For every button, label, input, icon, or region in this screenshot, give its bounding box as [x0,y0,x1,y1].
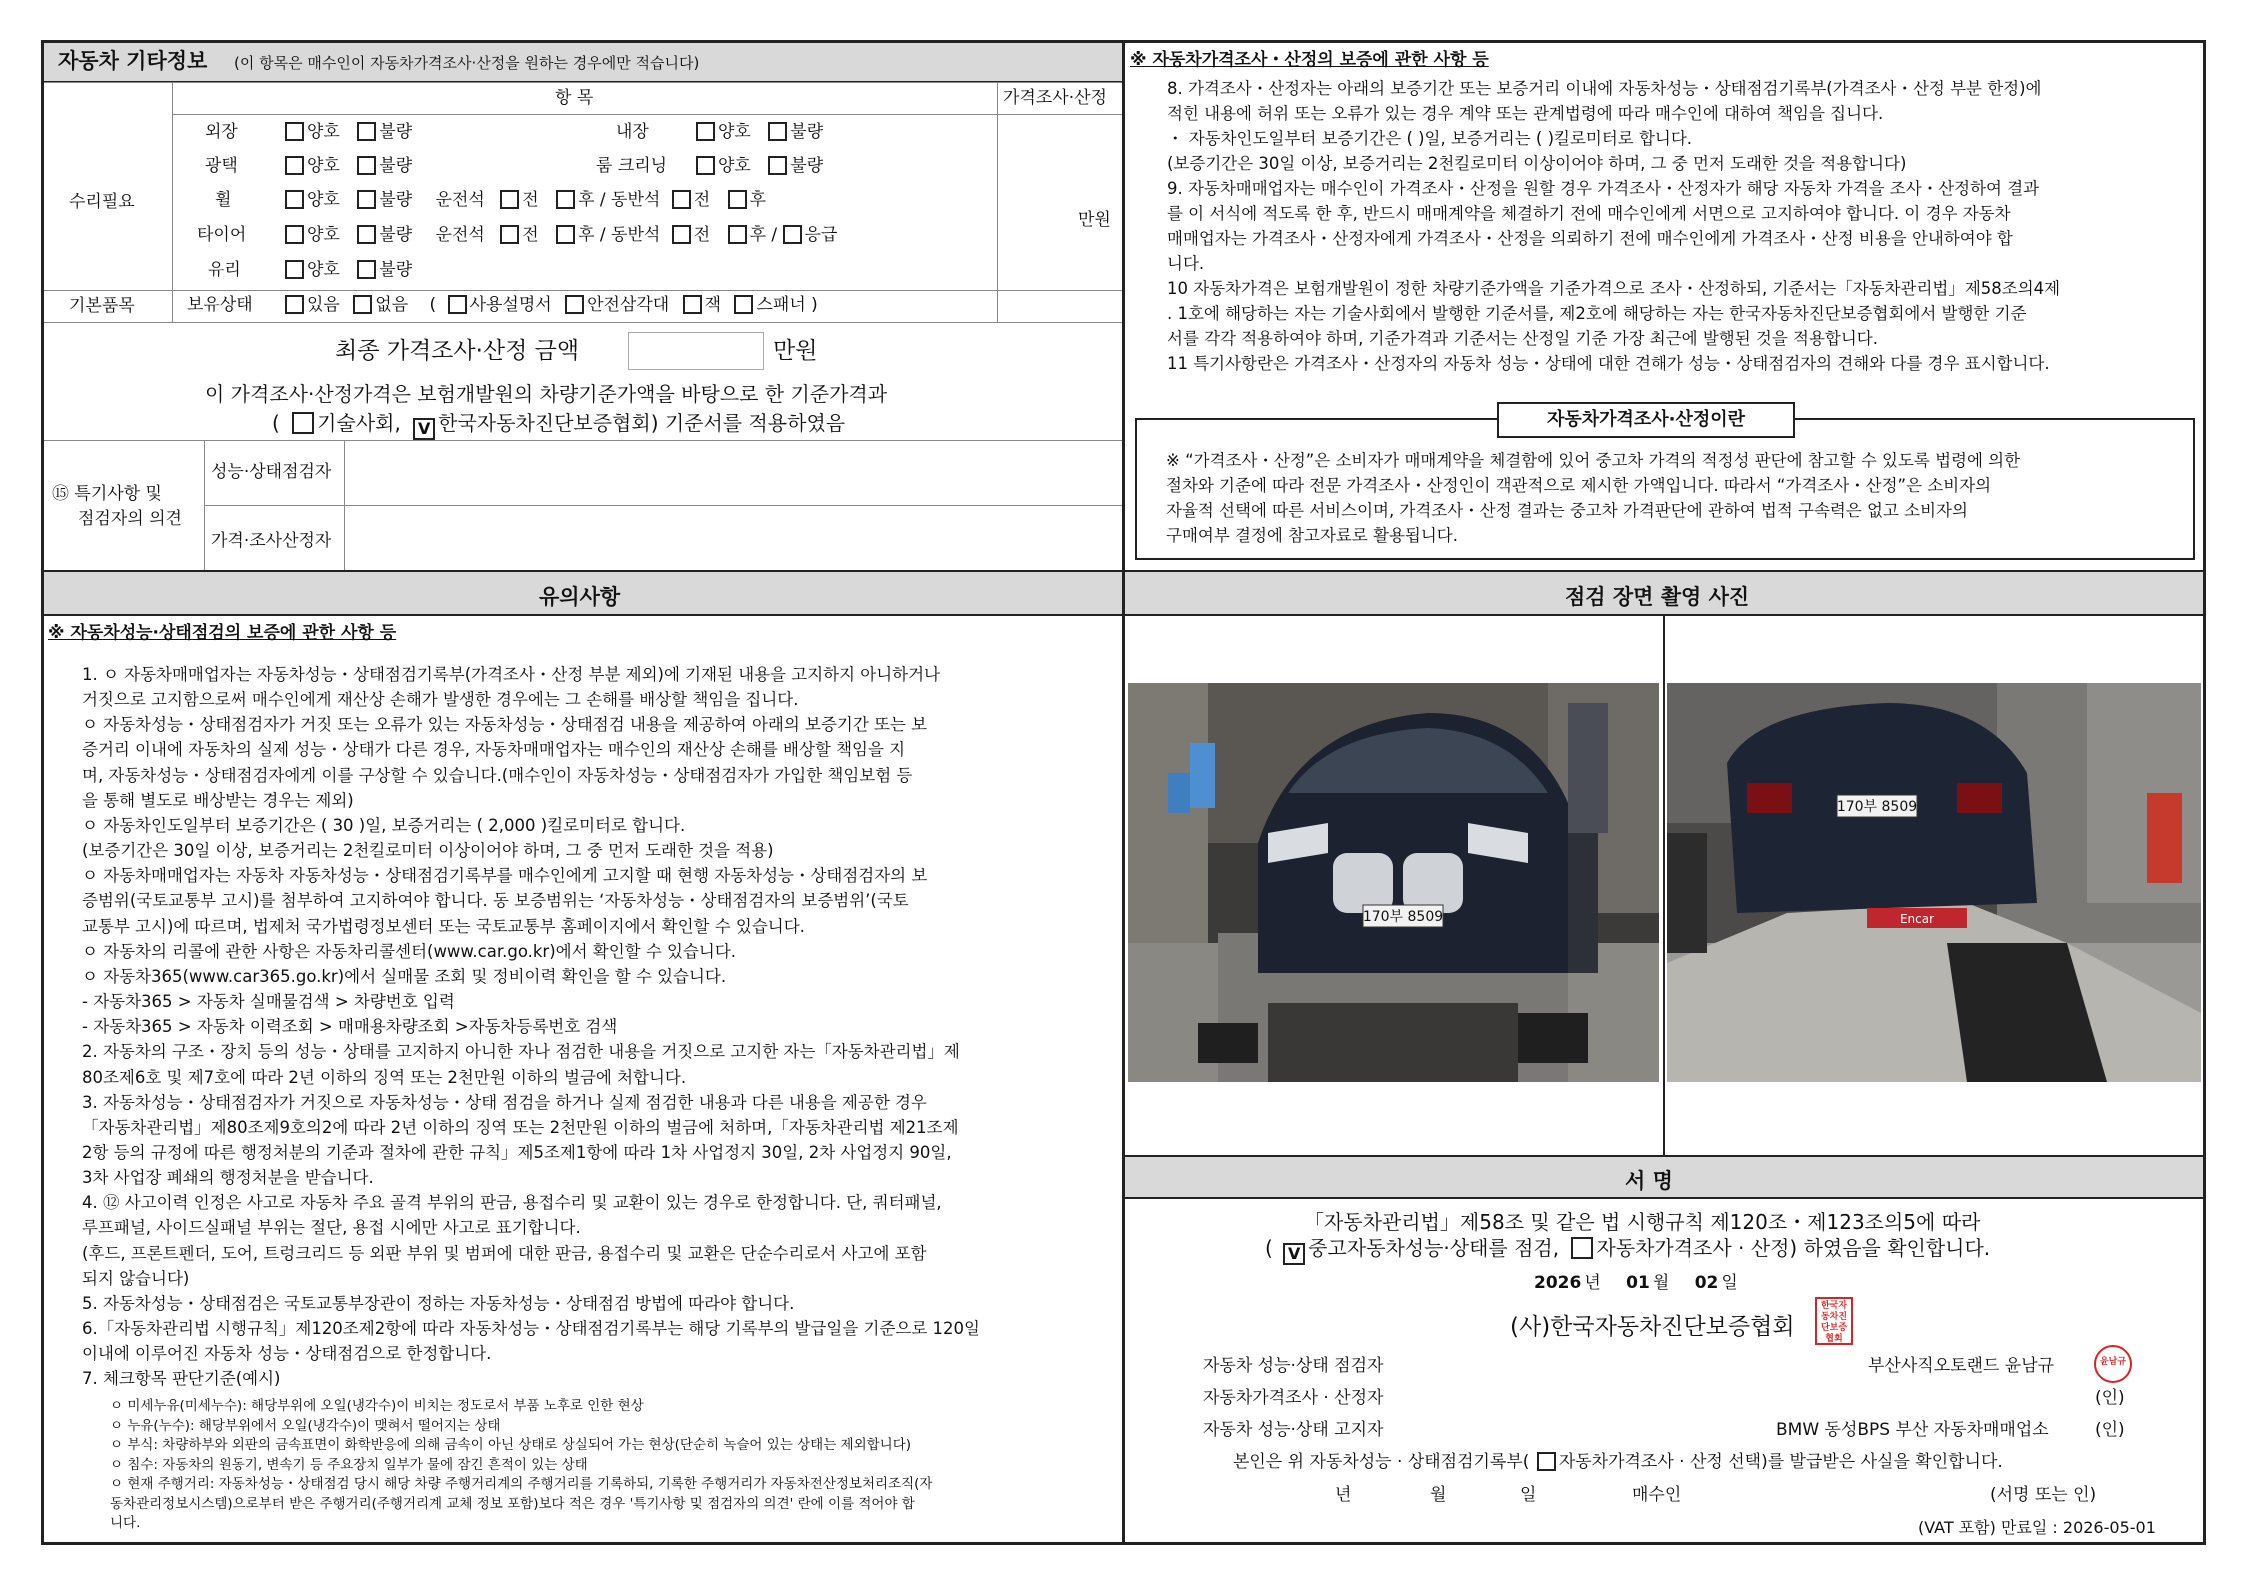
inspector-sign-label: 자동차 성능·상태 점검자 [1203,1356,1384,1376]
gloss-bad-checkbox[interactable] [357,156,376,175]
buyer-label: 매수인 [1632,1485,1682,1505]
row-tire: 타이어 [197,225,247,245]
final-price-unit: 만원 [773,338,818,364]
inspector-opinion-field[interactable] [346,442,1120,504]
tire-options: 양호 불량 운전석 전 후 / 동반석 전 후 / 응급 [285,225,837,245]
sign-organization: (사)한국자동차진단보증협회 [1510,1314,1795,1340]
lift-brand-text: Encar [1899,912,1935,926]
appraiser-opinion-field[interactable] [346,507,1120,569]
wheel-passenger-front-checkbox[interactable] [672,190,691,209]
final-price-field[interactable] [628,332,764,370]
receipt-date-year: 년 [1335,1485,1352,1505]
photos-header: 점검 장면 촬영 사진 [1565,585,1750,609]
basis-tech-society-checkbox[interactable] [292,412,314,434]
holdings-have-checkbox[interactable] [285,295,304,314]
interior-good-checkbox[interactable] [696,122,715,141]
front-inspection-photo [1128,683,1659,1082]
holdings-none-checkbox[interactable] [353,295,372,314]
final-price-label: 최종 가격조사·산정 금액 [335,338,580,364]
tire-driver-rear-checkbox[interactable] [556,225,575,244]
tire-driver-front-checkbox[interactable] [500,225,519,244]
basis-association-checkbox[interactable]: V [413,418,435,440]
special-notes-label-2: 점검자의 의견 [78,509,182,529]
inspector-opinion-label: 성능·상태점검자 [211,462,332,482]
appraiser-sign-label: 자동차가격조사 · 산정자 [1203,1388,1384,1408]
tire-emergency-checkbox[interactable] [783,225,802,244]
tire-passenger-front-checkbox[interactable] [672,225,691,244]
receipt-date-month: 월 [1430,1485,1447,1505]
receipt-confirm-line: 본인은 위 자동차성능 · 상태점검기록부( 자동차가격조사 · 산정 선택)를 발급받은 사실을 확인합니다. [1233,1452,2003,1472]
confirm-price-checkbox[interactable] [1571,1237,1593,1259]
wheel-driver-rear-checkbox[interactable] [556,190,575,209]
jack-checkbox[interactable] [683,295,702,314]
wheel-driver-front-checkbox[interactable] [500,190,519,209]
appraiser-opinion-label: 가격·조사산정자 [211,531,332,551]
tire-good-checkbox[interactable] [285,225,304,244]
row-glass: 유리 [208,260,241,280]
exterior-options: 양호 불량 [285,122,412,142]
row-room-cleaning: 룸 크리닝 [596,156,668,176]
basic-items-label: 기본품목 [69,296,135,316]
exterior-good-checkbox[interactable] [285,122,304,141]
price-guarantee-heading: ※ 자동차가격조사・산정의 보증에 관한 사항 등 [1130,50,1489,70]
repair-label: 수리필요 [69,192,135,212]
exterior-bad-checkbox[interactable] [357,122,376,141]
sign-confirm-line: ( V 중고자동차성능·상태를 점검, 자동차가격조사 · 산정) 하였음을 확인합니다. [1265,1236,1991,1263]
gloss-good-checkbox[interactable] [285,156,304,175]
sign-date: 2026 년 01 월 02 일 [1534,1273,1738,1293]
glass-good-checkbox[interactable] [285,260,304,279]
tire-bad-checkbox[interactable] [357,225,376,244]
wheel-bad-checkbox[interactable] [357,190,376,209]
interior-bad-checkbox[interactable] [768,122,787,141]
receipt-price-checkbox[interactable] [1537,1452,1556,1471]
notifier-sign-name: BMW 동성BPS 부산 자동차매매업소 [1776,1420,2049,1440]
tire-passenger-rear-checkbox[interactable] [728,225,747,244]
section-subtitle: (이 항목은 매수인이 자동차가격조사·산정을 원하는 경우에만 적습니다) [234,54,700,72]
triangle-checkbox[interactable] [565,295,584,314]
column-item: 항 목 [555,88,594,108]
sign-header-bar [1125,1157,2203,1199]
notice-text: 1. ㅇ 자동차매매업자는 자동차성능・상태점검기록부(가격조사・산정 부분 제외)에 기재된 내용을 고지하지 아니하거나 거짓으로 고지함으로써 매수인에게 재산상 손해가 발생한 경우에는 그 손해를 배상할 책임을 집니다. ㅇ 자동차성능・상태점검자가 거짓 또는 오류가 있는 자동차성능・상태점검 내용을 제공하여 아래의 보증기간 또는 보 증거리 이내에 자동차의 실제 성능・상태가 다른 경우, 자동차매매업자는 매수인의 재산상 손해를 배상할 책임을 지 며, 자동차성능・상태점검자에게 이를 구상할 수 있습니다.(매수인이 자동차성능・상태점검자가 가입한 책임보험 등 을 통해 별도로 배상받는 경우는 제외) ㅇ 자동차인도일부터 보증기간은 ( 30 )일, 보증거리는 ( 2,000 )킬로미터로 합니다. (보증기간은 30일 이상, 보증거리는 2천킬로미터 이상이어야 하며, 그 중 먼저 도래한 것을 적용) ㅇ 자동차매매업자는 자동차 자동차성능・상태점검기록부를 매수인에게 고지할 때 현행 자동차성능・상태점검자의 보 증범위(국토교통부 고시)를 첨부하여 고지하여야 합니다. 동 보증범위는 ‘자동차성능・상태점검자의 보증범위’(국토 교통부 고시)에 따르며, 법제처 국가법령정보센터 또는 국토교통부 홈페이지에서 확인할 수 있습니다. ㅇ 자동차의 리콜에 관한 사항은 자동차리콜센터(www.car.go.kr)에서 확인할 수 있습니다. ㅇ 자동차365(www.car365.go.kr)에서 실매물 조회 및 정비이력 확인을 할 수 있습니다. - 자동차365 > 자동차 실매물검색 > 차량번호 입력 - 자동차365 > 자동차 이력조회 > 매매용차량조회 >자동차등록번호 검색 2. 자동차의 구조・장치 등의 성능・상태를 고지하지 아니한 자나 점검한 내용을 거짓으로 고지한 자는「자동차관리법」제 80조제6호 및 제7호에 따라 2년 이하의 징역 또는 2천만원 이하의 벌금에 처합니다. 3. 자동차성능・상태점검자가 거짓으로 자동차성능・상태 점검을 하거나 실제 점검한 내용과 다른 내용을 제공한 경우 「자동차관리법」제80조제9호의2에 따라 2년 이하의 징역 또는 2천만원 이하의 벌금에 처하며,「자동차관리법 제21조제 2항 등의 규정에 따른 행정처분의 기준과 절차에 관한 규칙」제5조제1항에 따라 1차 사업정지 30일, 2차 사업정지 90일, 3차 사업장 폐쇄의 행정처분을 받습니다. 4. ⑫ 사고이력 인정은 사고로 자동차 주요 골격 부위의 판금, 용접수리 및 교환이 있는 경우로 한정합니다. 단, 쿼터패널, 루프패널, 사이드실패널 부위는 절단, 용접 시에만 사고로 표기합니다. (후드, 프론트펜더, 도어, 트렁크리드 등 외판 부위 및 범퍼에 대한 판금, 용접수리 및 교환은 단순수리로서 사고에 포함 되지 않습니다) 5. 자동차성능・상태점검은 국토교통부장관이 정하는 자동차성능・상태점검 방법에 따라야 합니다. 6.「자동차관리법 시행규칙」제120조제2항에 따라 자동차성능・상태점검기록부는 해당 기록부의 발급일을 기준으로 120일 이내에 이루어진 자동차 성능・상태점검으로 한정합니다. 7. 체크항목 판단기준(예시) [82,665,980,1389]
appraiser-sign-mark: (인) [2095,1388,2125,1408]
glass-bad-checkbox[interactable] [357,260,376,279]
sign-header: 서 명 [1625,1169,1673,1193]
basis-line-1: 이 가격조사·산정가격은 보험개발원의 차량기준가액을 바탕으로 한 기준가격과 [205,382,888,406]
interior-options: 양호 불량 [696,122,823,142]
sign-law-line: 「자동차관리법」제58조 및 같은 법 시행규칙 제120조・제123조의5에 따라 [1304,1210,1981,1234]
basis-line-2: ( 기술사회, V 한국자동차진단보증협회) 기준서를 적용하였음 [272,411,846,438]
rear-inspection-photo [1667,683,2201,1082]
notice-header: 유의사항 [539,585,621,609]
gloss-options: 양호 불량 [285,156,412,176]
wheel-good-checkbox[interactable] [285,190,304,209]
price-guarantee-text: 8. 가격조사・산정자는 아래의 보증기간 또는 보증거리 이내에 자동차성능・상태점검기록부(가격조사・산정 부분 한정)에 적힌 내용에 허위 또는 오류가 있는 경우 계약 또는 관계법령에 따라 매수인에 대하여 책임을 집니다. ・ 자동차인도일부터 보증기간은 ( )일, 보증거리는 ( )킬로미터로 합니다. (보증기간은 30일 이상, 보증거리는 2천킬로미터 이상이어야 하며, 그 중 먼저 도래한 것을 적용합니다) 9. 자동차매매업자는 매수인이 가격조사・산정을 원할 경우 가격조사・산정자가 해당 자동차 가격을 조사・산정하여 결과 를 이 서식에 적도록 한 후, 반드시 매매계약을 체결하기 전에 매수인에게 서면으로 고지하여야 합니다. 이 경우 자동차 매매업자는 가격조사・산정자에게 가격조사・산정을 의뢰하기 전에 매수인에게 가격조사・산정 비용을 안내하여야 합 니다. 10 자동차가격은 보험개발원이 정한 차량기준가액을 기준가격으로 조사・산정하되, 기준서는「자동차관리법」제58조의4제 . 1호에 해당하는 자는 기술사회에서 발행한 기준서를, 제2호에 해당하는 자는 한국자동차진단보증협회에서 발행한 기준 서를 각각 적용하여야 하며, 기준가격과 기준서는 산정일 기준 가장 최근에 발행된 것을 적용합니다. 11 특기사항란은 가격조사・산정자의 자동차 성능・상태에 대한 견해가 성능・상태점검자의 견해와 다를 경우 표시합니다. [1167,79,2061,373]
wheel-options: 양호 불량 운전석 전 후 / 동반석 전 후 [285,190,766,210]
notice-heading: ※ 자동차성능·상태점검의 보증에 관한 사항 등 [48,623,397,643]
notice-header-bar [44,572,1122,616]
price-definition-title: 자동차가격조사·산정이란 [1546,409,1746,430]
inspector-sign-name: 부산사직오토랜드 윤남규 [1868,1356,2055,1376]
front-plate-text: 170부 8509 [1362,909,1444,925]
row-interior: 내장 [616,122,649,142]
receipt-date-day: 일 [1520,1485,1537,1505]
special-notes-label-1: ⑮ 특기사항 및 [52,484,162,504]
inspector-seal: 윤남규 [2094,1345,2132,1383]
row-exterior: 외장 [205,122,238,142]
room-cleaning-options: 양호 불량 [696,156,823,176]
price-unit: 만원 [1078,210,1111,230]
left-top-title-bar [44,43,1122,82]
notifier-sign-label: 자동차 성능·상태 고지자 [1203,1420,1384,1440]
price-definition-text: ※ “가격조사・산정”은 소비자가 매매계약을 체결함에 있어 중고차 가격의 적정성 판단에 참고할 수 있도록 법령에 의한 절차와 기준에 따라 전문 가격조사・산정인이 객관적으로 제시한 가액입니다. 따라서 “가격조사・산정”은 소비자의 자율적 선택에 따른 서비스이며, 가격조사・산정 결과는 중고차 가격판단에 관하여 법적 구속력은 없고 소비자의 구매여부 결정에 참고자료로 활용됩니다. [1166,451,2021,545]
buyer-sign-mark: (서명 또는 인) [1990,1485,2097,1505]
manual-checkbox[interactable] [448,295,467,314]
notice-criteria-list: ㅇ 미세누유(미세누수): 해당부위에 오일(냉각수)이 비치는 정도로서 부품 노후로 인한 현상 ㅇ 누유(누수): 해당부위에서 오일(냉각수)이 맺혀서 떨어지는 상태 ㅇ 부식: 차량하부와 외판의 금속표면이 화학반응에 의해 금속이 아닌 상태로 상실되어 가는 현상(단순히 녹슬어 있는 상태는 제외합니다) ㅇ 침수: 자동차의 원동기, 변속기 등 주요장치 일부가 물에 잠긴 흔적이 있는 상태 ㅇ 현재 주행거리: 자동차성능・상태점검 당시 해당 차량 주행거리계의 주행거리를 기록하되, 기록한 주행거리가 자동차전산정보처리조직(자 동차관리정보시스템)으로부터 받은 주행거리(주행거리계 교체 정보 포함)보다 적은 경우 '특기사항 및 점검자의 의견' 란에 이를 적어야 합 니다. [110,1398,933,1531]
organization-seal: 한국자동차진단보증협회 [1815,1297,1853,1345]
spanner-checkbox[interactable] [734,295,753,314]
row-wheel: 휠 [215,190,232,210]
section-title: 자동차 기타정보 [58,49,208,73]
glass-options: 양호 불량 [285,260,412,280]
holdings-options: 있음 없음 ( 사용설명서 안전삼각대 잭 스패너 ) [285,295,818,315]
price-definition-title-box [1497,402,1795,438]
column-price: 가격조사·산정 [1003,88,1107,108]
notifier-sign-mark: (인) [2095,1420,2125,1440]
row-holdings: 보유상태 [187,295,253,315]
expiry-footer: (VAT 포함) 만료일 : 2026-05-01 [1918,1518,2156,1537]
photos-header-bar [1125,572,2203,616]
room-cleaning-bad-checkbox[interactable] [768,156,787,175]
rear-plate-text: 170부 8509 [1836,799,1918,815]
wheel-passenger-rear-checkbox[interactable] [728,190,747,209]
row-gloss: 광택 [205,156,238,176]
room-cleaning-good-checkbox[interactable] [696,156,715,175]
confirm-used-car-checkbox[interactable]: V [1283,1243,1305,1265]
